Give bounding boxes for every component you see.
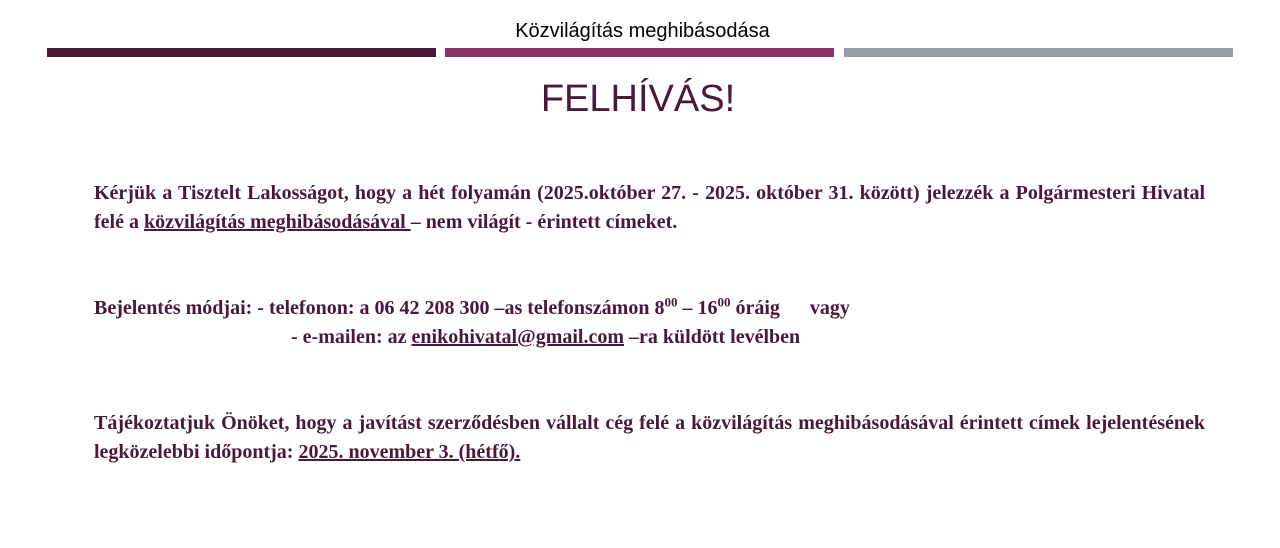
- header-bar-dark: [47, 48, 436, 57]
- email-line-suffix: –ra küldött levélben: [624, 326, 801, 348]
- report-methods-email-line: [291, 323, 800, 352]
- phone-hours-suffix: óráig: [730, 297, 780, 319]
- header-bar-gray: [844, 48, 1233, 57]
- phone-hours-to-minutes: 00: [717, 294, 731, 310]
- paragraph-1-text-end: – nem világít - érintett címeket.: [410, 211, 678, 233]
- report-methods-phone-line: [94, 294, 850, 323]
- phone-hours-dash: – 16: [677, 297, 718, 319]
- page-header-title: Közvilágítás meghibásodása: [515, 20, 770, 42]
- next-report-date: 2025. november 3. (hétfő).: [298, 441, 521, 463]
- email-link[interactable]: enikohivatal@gmail.com: [411, 326, 625, 348]
- notice-paragraph-1: [94, 179, 1205, 237]
- email-line-prefix: - e-mailen: az: [291, 326, 412, 348]
- paragraph-1-text: Kérjük a Tisztelt Lakosságot, hogy a hét folyamán (2025.október 27. - 2025. október 31. között) jelezzék a Polgármesteri Hivatal felé a: [94, 182, 1205, 233]
- phone-hours-from-minutes: 00: [664, 294, 678, 310]
- phone-line-text: Bejelentés módjai: - telefonon: a 06 42 208 300 –as telefonszámon 8: [94, 297, 665, 319]
- notice-paragraph-3: [94, 409, 1205, 467]
- paragraph-3-text: Tájékoztatjuk Önöket, hogy a javítást szerződésben vállalt cég felé a közvilágítás meghibásodásával érintett címek lejelentésének legközelebbi időpontja:: [94, 412, 1205, 463]
- paragraph-1-underlined-topic: közvilágítás meghibásodásával: [143, 211, 411, 233]
- header-bar-magenta: [445, 48, 834, 57]
- notice-title: FELHÍVÁS!: [540, 78, 736, 120]
- or-label: vagy: [809, 297, 850, 319]
